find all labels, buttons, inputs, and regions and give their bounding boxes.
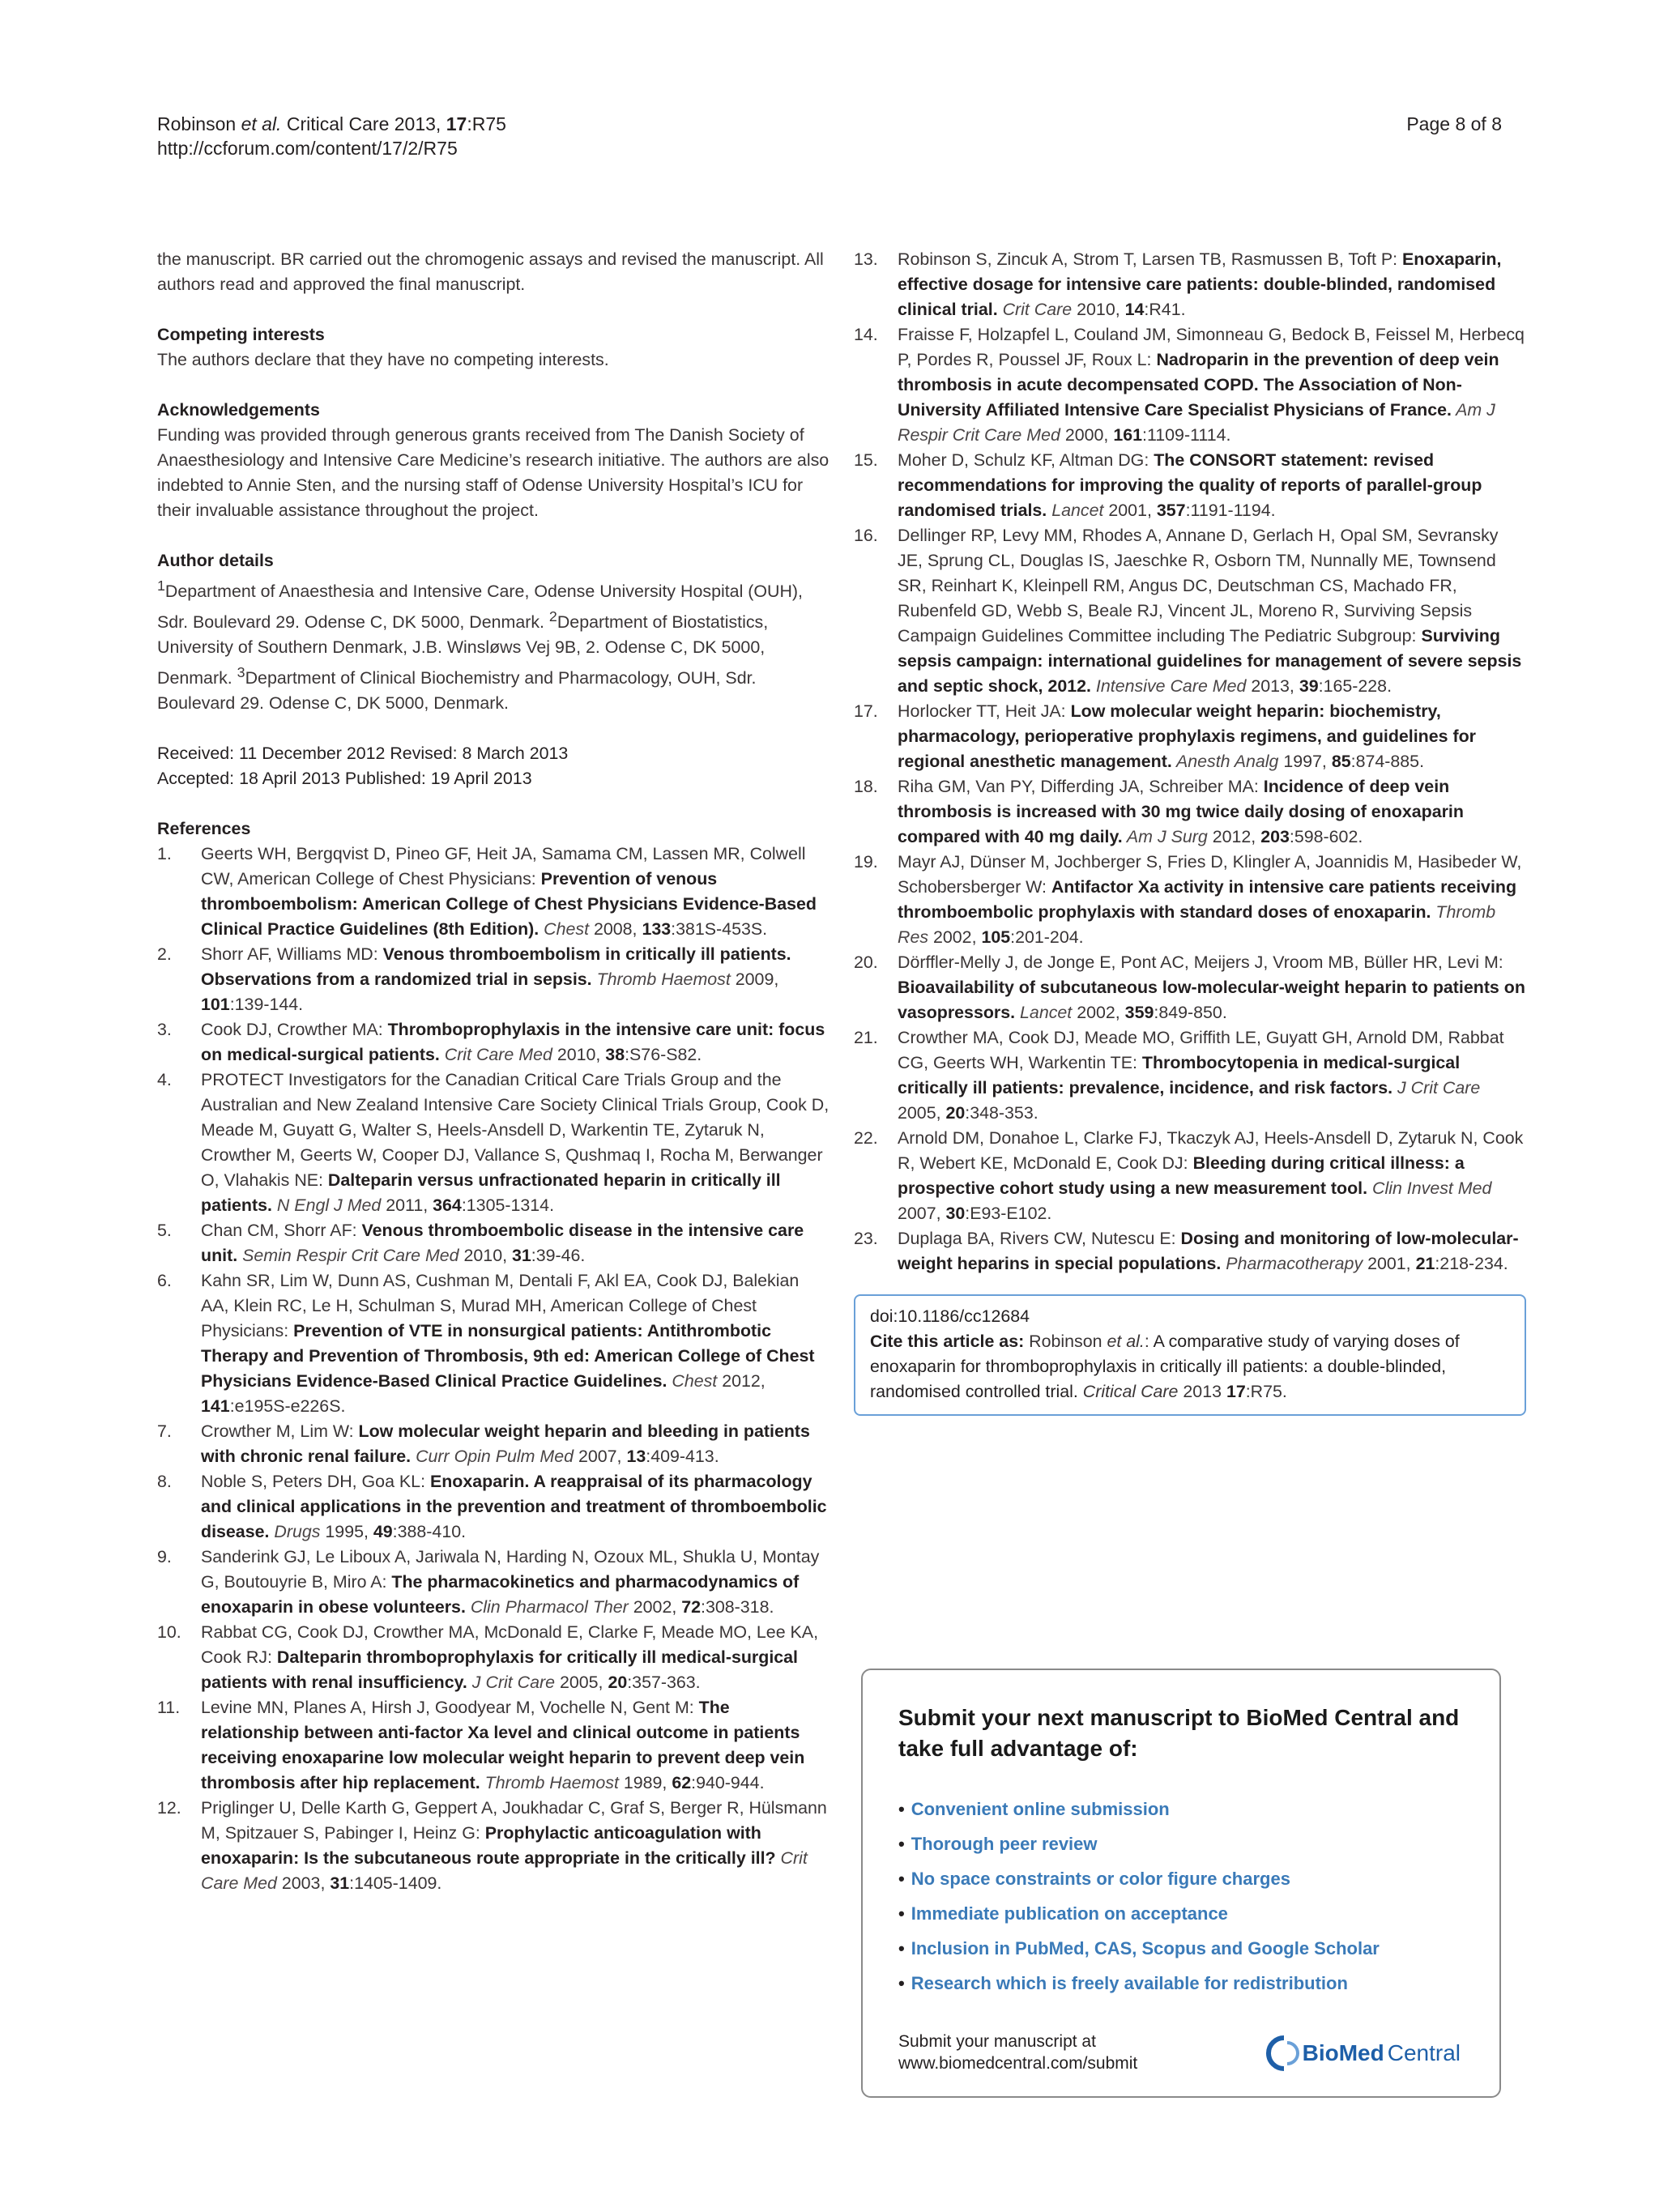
submit-title: Submit your next manuscript to BioMed Central and take full advantage of: [898, 1705, 1460, 1761]
submit-benefit-item[interactable] [898, 1931, 1464, 1966]
acknowledgements-section [157, 398, 830, 523]
reference-item [157, 1695, 830, 1796]
reference-item [157, 1545, 830, 1620]
affiliation-marker-1: 1 [157, 578, 165, 594]
competing-interests-text: The authors declare that they have no competing interests. [157, 350, 609, 369]
reference-authors: Arnold DM, Donahoe L, Clarke FJ, Tkaczyk AJ, Heels-Ansdell D, Zytaruk N, Cook R, Webert KE, McDonald E, Cook DJ: [898, 1128, 1524, 1173]
references-heading: References [157, 819, 251, 839]
reference-title: Thromboprophylaxis in the intensive care unit: focus on medical-surgical patients. [201, 1020, 825, 1065]
reference-number: 13. [854, 249, 878, 269]
bullet-icon: • [898, 1973, 905, 1993]
reference-journal: Thromb Haemost [480, 1773, 619, 1793]
reference-journal: N Engl J Med [271, 1196, 382, 1216]
dates-section [157, 741, 830, 791]
header-volume: 17 [446, 113, 467, 134]
reference-journal: Am J Surg [1122, 827, 1208, 846]
reference-number: 2. [157, 944, 172, 965]
reference-number: 1. [157, 844, 172, 864]
reference-volume: 359 [1124, 1003, 1154, 1022]
biomed-central-logo-icon [1265, 2035, 1303, 2072]
biomed-central-logo [1265, 2035, 1461, 2072]
reference-pages: :357-363. [627, 1673, 701, 1693]
reference-year: 2001, [1103, 501, 1157, 520]
reference-year: 2012, [1207, 827, 1261, 846]
reference-journal: Chest [539, 919, 590, 940]
reference-item [157, 1620, 830, 1695]
affiliation-3: Department of Clinical Biochemistry and Pharmacology, OUH, Sdr. Boulevard 29. Odense C, DK 5000, Denmark. [157, 668, 757, 714]
reference-authors: Crowther M, Lim W: [201, 1421, 359, 1442]
reference-authors: Riha GM, Van PY, Differding JA, Schreiber MA: [898, 777, 1264, 796]
reference-number: 3. [157, 1020, 172, 1040]
reference-item [854, 1126, 1526, 1226]
right-column [854, 247, 1526, 1416]
reference-number: 12. [157, 1798, 181, 1818]
cite-title: A comparative study of varying doses of enoxaparin for thromboprophylaxis in critically ill patients: a double-blinded, randomised controlled trial. [870, 1332, 1460, 1401]
reference-journal: Chest [667, 1371, 718, 1392]
reference-number: 18. [854, 777, 878, 796]
reference-year: 2013, [1246, 676, 1299, 696]
reference-year: 1997, [1278, 752, 1332, 771]
reference-year: 2008, [589, 919, 642, 940]
reference-year: 2007, [574, 1447, 627, 1467]
reference-pages: :e195S-e226S. [229, 1396, 346, 1417]
cite-page: :R75. [1245, 1382, 1287, 1401]
citation-box [854, 1294, 1526, 1416]
bullet-icon: • [898, 1834, 905, 1854]
reference-title: Venous thromboembolism in critically ill patients. Observations from a randomized trial in sepsis. [201, 944, 791, 990]
reference-title: Dalteparin thromboprophylaxis for critically ill medical-surgical patients with renal insufficiency. [201, 1647, 798, 1693]
reference-journal: Lancet [1015, 1003, 1073, 1022]
reference-title: Low molecular weight heparin: biochemistry, pharmacology, perioperative prophylaxis regimens, and guidelines for regional anesthetic management. [898, 701, 1476, 771]
affiliation-marker-2: 2 [548, 608, 557, 625]
reference-item [157, 842, 830, 942]
submit-benefit-item[interactable] [898, 1896, 1464, 1931]
reference-volume: 31 [330, 1873, 350, 1894]
reference-journal: Pharmacotherapy [1221, 1254, 1363, 1273]
reference-authors: Chan CM, Shorr AF: [201, 1221, 362, 1241]
reference-title: Venous thromboembolic disease in the intensive care unit. [201, 1221, 804, 1266]
reference-authors: Rabbat CG, Cook DJ, Crowther MA, McDonald E, Clarke F, Meade MO, Lee KA, Cook RJ: [201, 1622, 819, 1668]
reference-volume: 14 [1124, 300, 1145, 319]
reference-year: 2012, [717, 1371, 766, 1392]
reference-volume: 101 [201, 995, 230, 1015]
reference-volume: 49 [373, 1522, 393, 1542]
reference-item [157, 1017, 830, 1068]
bullet-icon: • [898, 1869, 905, 1889]
reference-number: 21. [854, 1028, 878, 1047]
reference-pages: :39-46. [531, 1246, 586, 1266]
reference-year: 2010, [552, 1045, 606, 1065]
reference-item [157, 1469, 830, 1545]
author-details-heading: Author details [157, 551, 274, 570]
reference-volume: 72 [681, 1597, 702, 1617]
dates-received-revised: Received: 11 December 2012 Revised: 8 March 2013 [157, 744, 569, 764]
reference-number: 5. [157, 1221, 172, 1241]
reference-volume: 20 [945, 1103, 966, 1123]
reference-number: 15. [854, 450, 878, 470]
reference-number: 11. [157, 1698, 181, 1718]
reference-authors: Priglinger U, Delle Karth G, Geppert A, Joukhadar C, Graf S, Berger R, Hülsmann M, Spitzauer S, Pabinger I, Heinz G: [201, 1798, 827, 1843]
submit-benefits-list [898, 1792, 1464, 2001]
reference-pages: :849-850. [1154, 1003, 1227, 1022]
header-year: 2013, [389, 113, 446, 134]
reference-number: 6. [157, 1271, 172, 1291]
submit-footer [898, 2031, 1137, 2074]
acknowledgements-heading: Acknowledgements [157, 400, 320, 420]
submit-benefit-label: Research which is freely available for redistribution [911, 1973, 1348, 1993]
reference-volume: 161 [1113, 425, 1143, 445]
reference-volume: 85 [1331, 752, 1351, 771]
reference-volume: 20 [608, 1673, 628, 1693]
page-number: Page 8 of 8 [1406, 113, 1502, 134]
reference-title: Prevention of venous thromboembolism: American College of Chest Physicians Evidence-Based Clinical Practice Guidelines (8th Edition). [201, 869, 817, 940]
acknowledgements-text: Funding was provided through generous grants received from The Danish Society of Anaesthesiology and Intensive Care Medicine’s research initiative. The authors are also indebted to Annie Sten, and the nursing staff of Odense University Hospital’s ICU for their invaluable assistance throughout the project. [157, 425, 830, 520]
contributions-text: the manuscript. BR carried out the chromogenic assays and revised the manuscript. All authors read and approved the final manuscript. [157, 249, 824, 294]
reference-number: 9. [157, 1547, 172, 1567]
reference-title: Surviving sepsis campaign: international guidelines for management of severe sepsis and septic shock, 2012. [898, 626, 1522, 696]
reference-item [157, 1068, 830, 1218]
submit-benefit-label: Convenient online submission [911, 1799, 1170, 1819]
reference-pages: :165-228. [1318, 676, 1392, 696]
reference-year: 2001, [1363, 1254, 1416, 1273]
reference-year: 2002, [1072, 1003, 1125, 1022]
reference-volume: 30 [945, 1204, 966, 1223]
reference-authors: PROTECT Investigators for the Canadian Critical Care Trials Group and the Australian and New Zealand Intensive Care Society Clinical Trials Group, Cook D, Meade M, Guyatt G, Walter S, Heels-Ansdell D, Warkentin TE, Zytaruk N, Crowther M, Geerts W, Cooper DJ, Vallance S, Qushmaq I, Rocha M, Berwanger O, Vlahakis NE: [201, 1070, 830, 1191]
reference-item [157, 1796, 830, 1896]
reference-title: Thrombocytopenia in medical-surgical critically ill patients: prevalence, incidence, and risk factors. [898, 1053, 1461, 1097]
reference-pages: :598-602. [1289, 827, 1363, 846]
reference-journal: Clin Invest Med [1367, 1178, 1492, 1198]
reference-volume: 133 [642, 919, 672, 940]
header-citation [157, 112, 506, 136]
reference-year: 2010, [458, 1246, 512, 1266]
reference-pages: :381S-453S. [671, 919, 768, 940]
submit-benefit-label: No space constraints or color figure charges [911, 1869, 1290, 1889]
reference-pages: :1191-1194. [1185, 501, 1276, 520]
header-url[interactable]: http://ccforum.com/content/17/2/R75 [157, 138, 458, 159]
reference-title: Enoxaparin. A reappraisal of its pharmacology and clinical applications in the prevention and treatment of thromboembolic disease. [201, 1472, 827, 1542]
reference-pages: :1109-1114. [1142, 425, 1231, 445]
reference-title: Nadroparin in the prevention of deep vein thrombosis in acute decompensated COPD. The Association of Non-University Affiliated Intensive Care Specialist Physicians of France. [898, 350, 1499, 420]
reference-year: 2011, [381, 1196, 433, 1216]
competing-interests-heading: Competing interests [157, 325, 325, 344]
reference-authors: Duplaga BA, Rivers CW, Nutescu E: [898, 1229, 1181, 1248]
reference-item [157, 942, 830, 1017]
reference-volume: 105 [981, 927, 1011, 947]
reference-number: 20. [854, 953, 878, 972]
reference-authors: Sanderink GJ, Le Liboux A, Jariwala N, Harding N, Ozoux ML, Shukla U, Montay G, Boutouyrie B, Miro A: [201, 1547, 820, 1592]
reference-volume: 38 [605, 1045, 625, 1065]
cite-label: Cite this article as: [870, 1332, 1025, 1351]
reference-authors: Dellinger RP, Levy MM, Rhodes A, Annane D, Gerlach H, Opal SM, Sevransky JE, Sprung CL, Douglas IS, Jaeschke R, Osborn TM, Nunnally ME, Townsend SR, Reinhart K, Kleinpell RM, Angus DC, Deutschman CS, Machado FR, Rubenfeld GD, Webb S, Beale RJ, Vincent JL, Moreno R, Surviving Sepsis Campaign Guidelines Committee including The Pediatric Subgroup: [898, 526, 1499, 646]
cite-text [870, 1329, 1510, 1404]
reference-journal: Drugs [269, 1522, 321, 1542]
reference-journal: Lancet [1047, 501, 1104, 520]
reference-number: 19. [854, 852, 878, 872]
reference-item [854, 448, 1526, 523]
reference-volume: 203 [1260, 827, 1290, 846]
reference-number: 8. [157, 1472, 172, 1492]
submit-url[interactable]: www.biomedcentral.com/submit [898, 2054, 1138, 2073]
submit-benefit-item[interactable] [898, 1966, 1464, 2001]
reference-item [854, 774, 1526, 850]
reference-pages: :1305-1314. [461, 1196, 555, 1216]
reference-title: Dosing and monitoring of low-molecular-weight heparins in special populations. [898, 1229, 1519, 1273]
reference-volume: 141 [201, 1396, 230, 1417]
affiliation-2: Department of Biostatistics, University of Southern Denmark, J.B. Winsløws Vej 9B, 2. Odense C, DK 5000, Denmark. [157, 612, 769, 688]
author-details-section [157, 548, 830, 716]
reference-pages: :E93-E102. [965, 1204, 1052, 1223]
reference-number: 17. [854, 701, 878, 721]
submit-benefit-item[interactable] [898, 1792, 1464, 1826]
reference-year: 1989, [618, 1773, 672, 1793]
reference-journal: Curr Opin Pulm Med [411, 1447, 574, 1467]
affiliation-1: Department of Anaesthesia and Intensive Care, Odense University Hospital (OUH), Sdr. Boulevard 29. Odense C, DK 5000, Denmark. [157, 582, 803, 633]
reference-number: 4. [157, 1070, 172, 1090]
reference-number: 14. [854, 325, 878, 344]
references-list-left [157, 842, 830, 1896]
header-author: Robinson [157, 113, 241, 134]
reference-authors: Crowther MA, Cook DJ, Meade MO, Griffith LE, Guyatt GH, Arnold DM, Rabbat CG, Geerts WH, Warkentin TE: [898, 1028, 1504, 1072]
reference-authors: Shorr AF, Williams MD: [201, 944, 383, 965]
reference-pages: :139-144. [229, 995, 304, 1015]
reference-title: Low molecular weight heparin and bleeding in patients with chronic renal failure. [201, 1421, 810, 1467]
reference-pages: :S76-S82. [625, 1045, 702, 1065]
reference-year: 2010, [1072, 300, 1125, 319]
reference-title: Dalteparin versus unfractionated heparin in critically ill patients. [201, 1170, 781, 1216]
reference-authors: Geerts WH, Bergqvist D, Pineo GF, Heit JA, Samama CM, Lassen MR, Colwell CW, American College of Chest Physicians: [201, 844, 806, 889]
reference-authors: Levine MN, Planes A, Hirsh J, Goodyear M, Vochelle N, Gent M: [201, 1698, 699, 1718]
reference-number: 16. [854, 526, 878, 545]
reference-title: Prevention of VTE in nonsurgical patients: Antithrombotic Therapy and Prevention of Thrombosis, 9th ed: American College of Chest Physicians Evidence-Based Clinical Practice Guidelines. [201, 1321, 815, 1392]
reference-item [854, 950, 1526, 1025]
reference-pages: :R41. [1144, 300, 1186, 319]
reference-number: 7. [157, 1421, 172, 1442]
reference-item [854, 699, 1526, 774]
reference-pages: :201-204. [1010, 927, 1084, 947]
reference-journal: Thromb Res [898, 902, 1496, 947]
submit-benefit-item[interactable] [898, 1861, 1464, 1896]
reference-pages: :874-885. [1350, 752, 1425, 771]
cite-etal: et al. [1107, 1332, 1145, 1351]
reference-pages: :388-410. [392, 1522, 467, 1542]
submit-benefit-label: Thorough peer review [911, 1834, 1098, 1854]
reference-number: 22. [854, 1128, 878, 1148]
reference-number: 23. [854, 1229, 878, 1248]
reference-pages: :348-353. [965, 1103, 1038, 1123]
reference-authors: Dörffler-Melly J, de Jonge E, Pont AC, Meijers J, Vroom MB, Büller HR, Levi M: [898, 953, 1503, 972]
reference-journal: Clin Pharmacol Ther [465, 1597, 629, 1617]
reference-authors: Robinson S, Zincuk A, Strom T, Larsen TB, Rasmussen B, Toft P: [898, 249, 1402, 269]
reference-year: 2002, [628, 1597, 682, 1617]
submit-benefit-label: Inclusion in PubMed, CAS, Scopus and Google Scholar [911, 1938, 1380, 1958]
reference-title: The CONSORT statement: revised recommendations for improving the quality of reports of parallel-group randomised trials. [898, 450, 1482, 520]
reference-authors: Mayr AJ, Dünser M, Jochberger S, Fries D, Klingler A, Joannidis M, Hasibeder W, Schobersberger W: [898, 852, 1522, 897]
reference-title: Prophylactic anticoagulation with enoxaparin: Is the subcutaneous route appropriate in the critically ill? [201, 1823, 776, 1869]
reference-item [854, 322, 1526, 448]
reference-title: Bleeding during critical illness: a prospective cohort study using a new measurement tool. [898, 1153, 1465, 1198]
reference-authors: Cook DJ, Crowther MA: [201, 1020, 388, 1040]
reference-item [854, 247, 1526, 322]
affiliation-marker-3: 3 [237, 664, 245, 681]
reference-title: Antifactor Xa activity in intensive care patients receiving thromboembolic prophylaxis with standard doses of enoxaparin. [898, 877, 1517, 922]
reference-volume: 357 [1156, 501, 1186, 520]
reference-journal: Am J Respir Crit Care Med [898, 400, 1495, 445]
reference-journal: Semin Respir Crit Care Med [237, 1246, 459, 1266]
reference-volume: 62 [672, 1773, 692, 1793]
cite-colon: : [1144, 1332, 1154, 1351]
reference-year: 2005, [898, 1103, 946, 1123]
reference-authors: Moher D, Schulz KF, Altman DG: [898, 450, 1154, 470]
reference-item [854, 523, 1526, 699]
reference-year: 2009, [730, 970, 779, 990]
reference-pages: :218-234. [1435, 1254, 1508, 1273]
reference-title: Bioavailability of subcutaneous low-molecular-weight heparin to patients on vasopressors. [898, 978, 1525, 1022]
reference-journal: J Crit Care [467, 1673, 556, 1693]
reference-volume: 21 [1415, 1254, 1435, 1273]
references-list-right [854, 247, 1526, 1276]
reference-journal: J Crit Care [1392, 1078, 1481, 1097]
dates-accepted-published: Accepted: 18 April 2013 Published: 19 April 2013 [157, 769, 532, 789]
reference-journal: Intensive Care Med [1090, 676, 1247, 696]
bullet-icon: • [898, 1903, 905, 1924]
left-column [157, 247, 830, 1896]
reference-volume: 13 [626, 1447, 646, 1467]
reference-year: 2002, [928, 927, 982, 947]
author-details-text [157, 573, 830, 716]
reference-year: 2003, [276, 1873, 331, 1894]
submit-footer-line: Submit your manuscript at [898, 2032, 1096, 2051]
reference-title: The pharmacokinetics and pharmacodynamics of enoxaparin in obese volunteers. [201, 1572, 800, 1617]
bullet-icon: • [898, 1938, 905, 1958]
reference-pages: :1405-1409. [349, 1873, 442, 1894]
reference-item [854, 1025, 1526, 1126]
submit-benefit-label: Immediate publication on acceptance [911, 1903, 1228, 1924]
reference-item [157, 1218, 830, 1268]
reference-title: The relationship between anti-factor Xa level and clinical outcome in patients receiving enoxaparine low molecular weight heparin to prevent deep vein thrombosis after hip replacement. [201, 1698, 805, 1793]
reference-title: Enoxaparin, effective dosage for intensive care patients: double-blinded, randomised clinical trial. [898, 249, 1502, 319]
reference-journal: Crit Care Med [201, 1848, 808, 1894]
logo-text-bold: BioMed [1302, 2040, 1384, 2065]
reference-authors: Horlocker TT, Heit JA: [898, 701, 1071, 721]
reference-authors: Kahn SR, Lim W, Dunn AS, Cushman M, Dentali F, Akl EA, Cook DJ, Balekian AA, Klein RC, Le H, Schulman S, Murad MH, American College of Chest Physicians: [201, 1271, 800, 1341]
reference-item [157, 1419, 830, 1469]
reference-volume: 39 [1299, 676, 1319, 696]
reference-pages: :409-413. [646, 1447, 719, 1467]
reference-journal: Crit Care [997, 300, 1073, 319]
running-header [157, 112, 506, 160]
submit-manuscript-box [861, 1669, 1501, 2098]
reference-item [854, 850, 1526, 950]
cite-journal: Critical Care [1077, 1382, 1179, 1401]
reference-item [157, 1268, 830, 1419]
reference-journal: Anesth Analg [1171, 752, 1279, 771]
cite-year: 2013 [1178, 1382, 1226, 1401]
reference-year: 2005, [555, 1673, 608, 1693]
reference-volume: 364 [433, 1196, 462, 1216]
reference-pages: :940-944. [691, 1773, 765, 1793]
competing-interests-section [157, 322, 830, 373]
reference-authors: Noble S, Peters DH, Goa KL: [201, 1472, 430, 1492]
reference-year: 2000, [1060, 425, 1114, 445]
submit-benefit-item[interactable] [898, 1826, 1464, 1861]
doi-text[interactable]: doi:10.1186/cc12684 [870, 1306, 1030, 1326]
logo-text-rest: Central [1387, 2040, 1461, 2065]
reference-title: Incidence of deep vein thrombosis is increased with 30 mg twice daily dosing of enoxaparin compared with 40 mg daily. [898, 777, 1464, 846]
header-etal: et al. [241, 113, 282, 134]
reference-item [854, 1226, 1526, 1276]
reference-journal: Crit Care Med [439, 1045, 552, 1065]
reference-pages: :308-318. [701, 1597, 774, 1617]
header-page: :R75 [467, 113, 506, 134]
reference-volume: 31 [511, 1246, 531, 1266]
cite-authors: Robinson [1024, 1332, 1107, 1351]
reference-journal: Thromb Haemost [591, 970, 731, 990]
reference-year: 2007, [898, 1204, 946, 1223]
reference-authors: Fraisse F, Holzapfel L, Couland JM, Simonneau G, Bedock B, Feissel M, Herbecq P, Pordes R, Poussel JF, Roux L: [898, 325, 1525, 369]
reference-number: 10. [157, 1622, 181, 1643]
cite-volume: 17 [1226, 1382, 1246, 1401]
reference-year: 1995, [320, 1522, 373, 1542]
header-journal: Critical Care [281, 113, 390, 134]
bullet-icon: • [898, 1799, 905, 1819]
